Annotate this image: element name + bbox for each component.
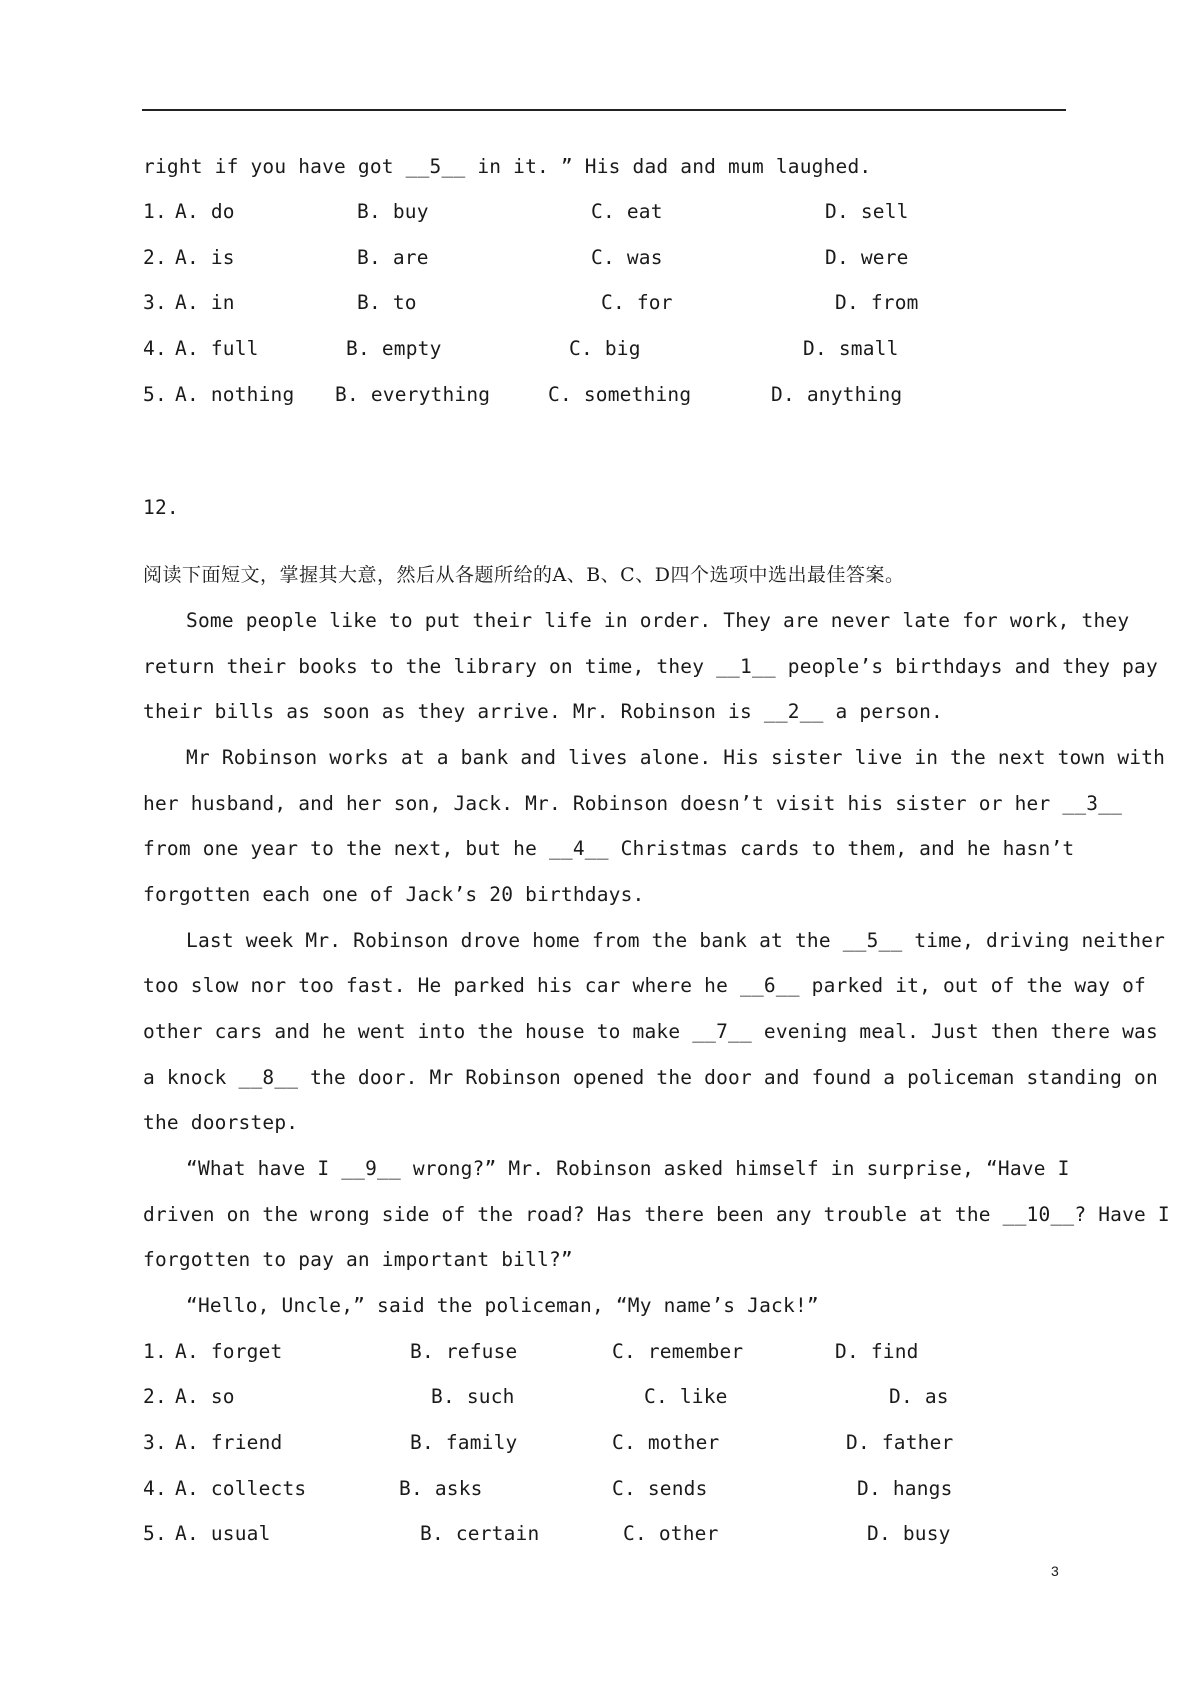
page-number: 3 <box>1051 1563 1059 1579</box>
passage-line: too slow nor too fast. He parked his car where he __6__ parked it, out of the way of <box>143 974 1146 997</box>
option-c: C. remember <box>612 1340 744 1363</box>
option-c: C. was <box>591 246 663 269</box>
option-a: A. collects <box>175 1477 307 1500</box>
option-b: B. refuse <box>410 1340 518 1363</box>
passage-line: “Hello, Uncle,” said the policeman, “My name’s Jack!” <box>186 1294 819 1317</box>
option-c: C. for <box>601 291 673 314</box>
option-c: C. eat <box>591 200 663 223</box>
option-number: 1. <box>143 1340 167 1363</box>
passage-line: Some people like to put their life in order. They are never late for work, they <box>186 609 1130 632</box>
option-b: B. certain <box>420 1522 540 1545</box>
option-b: B. asks <box>399 1477 483 1500</box>
option-c: C. sends <box>612 1477 708 1500</box>
passage-line: from one year to the next, but he __4__ Christmas cards to them, and he hasn’t <box>143 837 1075 860</box>
passage-line: return their books to the library on time, they __1__ people’s birthdays and they pay <box>143 655 1158 678</box>
option-a: A. do <box>175 200 235 223</box>
option-b: B. empty <box>346 337 442 360</box>
passage-line: forgotten to pay an important bill?” <box>143 1248 573 1271</box>
option-d: D. sell <box>825 200 909 223</box>
option-a: A. so <box>175 1385 235 1408</box>
passage-line: forgotten each one of Jack’s 20 birthdays. <box>143 883 645 906</box>
passage-line: Last week Mr. Robinson drove home from the bank at the __5__ time, driving neither <box>186 929 1166 952</box>
option-b: B. are <box>357 246 429 269</box>
header-rule <box>142 109 1066 111</box>
passage-line: a knock __8__ the door. Mr Robinson opened the door and found a policeman standing on <box>143 1066 1158 1089</box>
option-c: C. like <box>644 1385 728 1408</box>
option-c: C. something <box>548 383 692 406</box>
option-a: A. usual <box>175 1522 271 1545</box>
passage-line: Mr Robinson works at a bank and lives alone. His sister live in the next town with <box>186 746 1166 769</box>
option-d: D. small <box>803 337 899 360</box>
option-a: A. full <box>175 337 259 360</box>
passage-line: driven on the wrong side of the road? Has there been any trouble at the __10__? Have I <box>143 1203 1170 1226</box>
option-number: 4. <box>143 1477 167 1500</box>
option-a: A. in <box>175 291 235 314</box>
passage-line: the doorstep. <box>143 1111 299 1134</box>
option-number: 5. <box>143 1522 167 1545</box>
option-number: 3. <box>143 291 167 314</box>
option-d: D. anything <box>771 383 903 406</box>
option-number: 1. <box>143 200 167 223</box>
passage-line: “What have I __9__ wrong?” Mr. Robinson asked himself in surprise, “Have I <box>186 1157 1070 1180</box>
option-d: D. find <box>835 1340 919 1363</box>
option-number: 4. <box>143 337 167 360</box>
option-b: B. everything <box>335 383 491 406</box>
option-d: D. busy <box>867 1522 951 1545</box>
option-a: A. friend <box>175 1431 283 1454</box>
option-b: B. such <box>431 1385 515 1408</box>
passage-line: her husband, and her son, Jack. Mr. Robinson doesn’t visit his sister or her __3__ <box>143 792 1123 815</box>
option-b: B. buy <box>357 200 429 223</box>
option-b: B. family <box>410 1431 518 1454</box>
option-d: D. were <box>825 246 909 269</box>
option-number: 3. <box>143 1431 167 1454</box>
instruction-text: 阅读下面短文，掌握其大意，然后从各题所给的A、B、C、D四个选项中选出最佳答案。 <box>143 564 905 586</box>
question-number: 12. <box>143 496 179 519</box>
option-d: D. as <box>889 1385 949 1408</box>
option-a: A. is <box>175 246 235 269</box>
option-d: D. hangs <box>857 1477 953 1500</box>
option-a: A. forget <box>175 1340 283 1363</box>
option-a: A. nothing <box>175 383 295 406</box>
option-c: C. mother <box>612 1431 720 1454</box>
option-d: D. from <box>835 291 919 314</box>
option-d: D. father <box>846 1431 954 1454</box>
option-b: B. to <box>357 291 417 314</box>
option-number: 2. <box>143 1385 167 1408</box>
option-c: C. big <box>569 337 641 360</box>
passage-line: other cars and he went into the house to make __7__ evening meal. Just then there was <box>143 1020 1158 1043</box>
continuation-line: right if you have got __5__ in it. ” His dad and mum laughed. <box>143 155 872 178</box>
option-number: 2. <box>143 246 167 269</box>
passage-line: their bills as soon as they arrive. Mr. Robinson is __2__ a person. <box>143 700 943 723</box>
option-c: C. other <box>623 1522 719 1545</box>
option-number: 5. <box>143 383 167 406</box>
